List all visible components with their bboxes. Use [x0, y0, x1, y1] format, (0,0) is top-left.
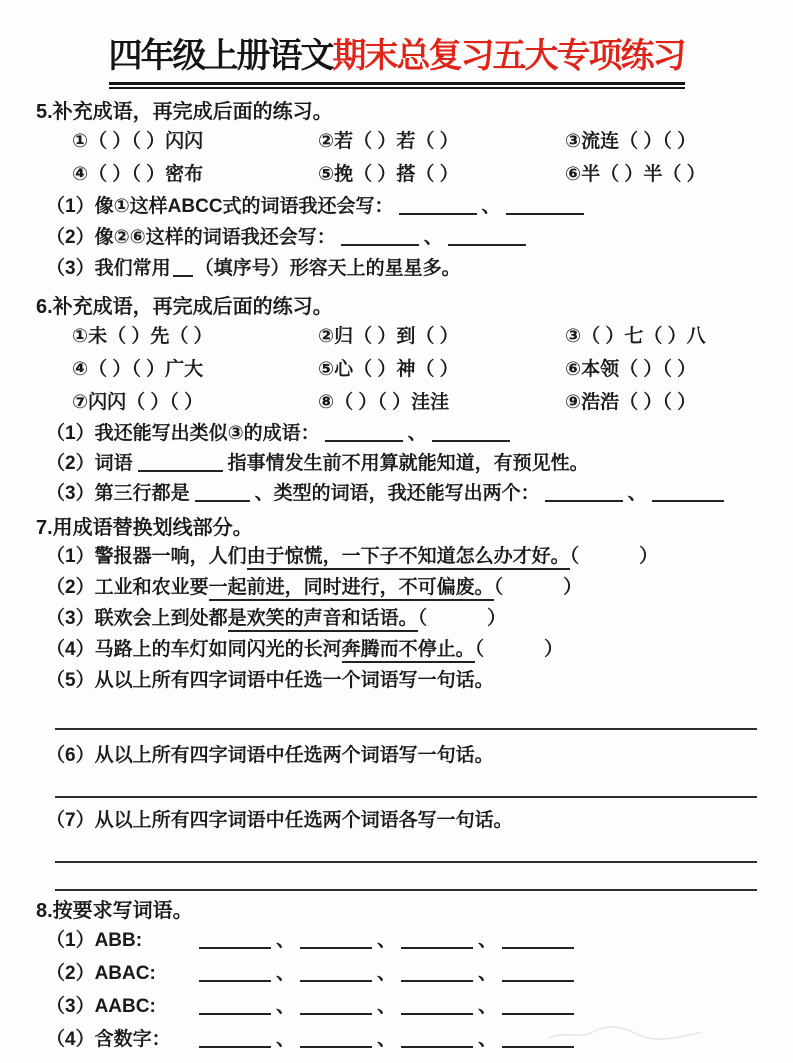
- paren-open: （: [493, 577, 504, 598]
- s6-question-2: [46, 449, 793, 479]
- s8-row-abac: [46, 957, 793, 990]
- page-title: [109, 34, 685, 89]
- idiom-item: ⑤挽（ ）搭（ ）: [318, 164, 459, 185]
- blank-line: [341, 230, 419, 246]
- title-exam-part: 期末总复习五大专项练习: [332, 37, 685, 75]
- idiom-item: ③流连（ ）（ ）: [565, 131, 697, 152]
- blank-line: [199, 999, 271, 1015]
- list-separator: 、: [377, 963, 397, 984]
- section5-idiom-grid: [72, 125, 793, 191]
- idiom-item: ⑤心（ ）神（ ）: [318, 359, 459, 380]
- blank-line: [300, 966, 372, 982]
- idiom-item: ⑦闪闪（ ）（ ）: [72, 392, 204, 413]
- question-text: （3）第三行都是: [46, 483, 190, 504]
- list-separator: 、: [478, 963, 498, 984]
- paren-open: （: [569, 546, 580, 567]
- question-text: （3）我们常用: [46, 258, 171, 279]
- s7-question-1: [46, 541, 793, 572]
- answer-parentheses: [418, 608, 507, 629]
- list-separator: 、: [377, 996, 397, 1017]
- idiom-item: ①未（ ）先（ ）: [72, 326, 213, 347]
- list-separator: 、: [276, 963, 296, 984]
- blank-line: [138, 456, 223, 472]
- question-text: （1）像①这样ABCC式的词语我还会写：: [46, 196, 394, 217]
- title-underline-thick: [109, 82, 685, 85]
- paren-open: （: [474, 639, 485, 660]
- blank-line: [448, 230, 526, 246]
- blank-line: [199, 1032, 271, 1048]
- s8-row-aabc: [46, 990, 793, 1023]
- question-text: （1）我还能写出类似③的成语：: [46, 423, 320, 444]
- question-text: （2）词语: [46, 453, 133, 474]
- list-separator: 、: [276, 1029, 296, 1050]
- question-text: （4）马路上的车灯如同闪光的长河: [46, 639, 342, 660]
- blank-line: [199, 933, 271, 949]
- blank-line: [401, 1032, 473, 1048]
- s7-question-7: （7）从以上所有四字词语中任选两个词语各写一句话。: [46, 810, 513, 831]
- paren-close: ）: [639, 546, 659, 567]
- s6-question-1: [46, 419, 793, 449]
- blank-line: [506, 199, 584, 215]
- paren-open: （: [417, 608, 428, 629]
- list-separator: 、: [478, 996, 498, 1017]
- question-text: （2）像②⑥这样的词语我还会写：: [46, 227, 336, 248]
- underlined-phrase: 一起前进，同时进行，不可偏废。: [209, 577, 494, 601]
- list-separator: 、: [377, 930, 397, 951]
- idiom-item: ⑧（ ）（ ）洼洼: [318, 392, 450, 413]
- paren-close: ）: [487, 608, 507, 629]
- question-text: （3）联欢会上到处都: [46, 608, 228, 629]
- s8-row-abb: [46, 924, 793, 957]
- blank-line: [652, 486, 724, 502]
- row-label: （3）AABC:: [46, 996, 156, 1017]
- blank-line: [195, 486, 250, 502]
- list-separator: 、: [407, 423, 427, 444]
- blank-line: [401, 999, 473, 1015]
- row-label: （4）含数字：: [46, 1029, 171, 1050]
- blank-line: [401, 966, 473, 982]
- watermark-scribble: [545, 1020, 705, 1046]
- page-title-text: [109, 34, 685, 78]
- blank-line: [173, 261, 193, 277]
- list-separator: 、: [377, 1029, 397, 1050]
- underlined-phrase: 奔腾而不停止。: [342, 639, 475, 663]
- blank-line: [300, 999, 372, 1015]
- row-label: （1）ABB:: [46, 930, 143, 951]
- list-separator: 、: [478, 930, 498, 951]
- section5-heading: 5.补充成语，再完成后面的练习。: [36, 101, 333, 123]
- blank-line: [401, 933, 473, 949]
- list-separator: 、: [423, 227, 443, 248]
- blank-line: [502, 999, 574, 1015]
- answer-parentheses: [570, 546, 659, 567]
- section7-heading: 7.用成语替换划线部分。: [36, 517, 253, 539]
- blank-line: [399, 199, 477, 215]
- question-text: 指事情发生前不用算就能知道，有预见性。: [227, 453, 589, 474]
- blank-line: [432, 426, 510, 442]
- answer-writing-line: [55, 889, 757, 891]
- blank-line: [300, 933, 372, 949]
- idiom-item: ⑥半（ ）半（ ）: [565, 164, 706, 185]
- blank-line: [502, 933, 574, 949]
- question-text: 、类型的词语，我还能写出两个：: [254, 483, 540, 504]
- blank-line: [325, 426, 403, 442]
- answer-writing-line: [55, 796, 757, 798]
- answer-writing-line: [55, 728, 757, 730]
- section6-idiom-grid: [72, 320, 793, 419]
- list-separator: 、: [276, 930, 296, 951]
- idiom-item: ④（ ）（ ）广大: [72, 359, 204, 380]
- idiom-item: ②归（ ）到（ ）: [318, 326, 459, 347]
- list-separator: 、: [478, 1029, 498, 1050]
- blank-line: [199, 966, 271, 982]
- answer-parentheses: [494, 577, 583, 598]
- s5-question-3: [46, 253, 793, 284]
- s7-question-4: [46, 634, 793, 665]
- paren-close: ）: [563, 577, 583, 598]
- question-text: （1）警报器一响，人们: [46, 546, 247, 567]
- list-separator: 、: [276, 996, 296, 1017]
- s5-question-1: [46, 191, 793, 222]
- question-text: （2）工业和农业要: [46, 577, 209, 598]
- row-label: （2）ABAC:: [46, 963, 156, 984]
- blank-line: [502, 966, 574, 982]
- list-separator: 、: [627, 483, 647, 504]
- idiom-item: ⑨浩浩（ ）（ ）: [565, 392, 697, 413]
- underlined-phrase: 是欢笑的声音和话语。: [228, 608, 418, 632]
- section8-heading: 8.按要求写词语。: [36, 900, 193, 922]
- list-separator: 、: [481, 196, 501, 217]
- paren-close: ）: [544, 639, 564, 660]
- blank-line: [545, 486, 623, 502]
- underlined-phrase: 由于惊慌，一下子不知道怎么办才好。: [247, 546, 570, 570]
- idiom-item: ③（ ）七（ ）八: [565, 326, 706, 347]
- idiom-item: ①（ ）（ ）闪闪: [72, 131, 204, 152]
- s7-question-5: （5）从以上所有四字词语中任选一个词语写一句话。: [46, 670, 494, 691]
- title-grade-part: 四年级上册语文: [108, 37, 333, 75]
- answer-parentheses: [475, 639, 564, 660]
- s6-question-3: [46, 479, 793, 509]
- idiom-item: ⑥本领（ ）（ ）: [565, 359, 697, 380]
- s5-question-2: [46, 222, 793, 253]
- s7-question-6: （6）从以上所有四字词语中任选两个词语写一句话。: [46, 745, 494, 766]
- title-underline-thin: [109, 87, 685, 89]
- question-text: （填序号）形容天上的星星多。: [194, 258, 461, 279]
- answer-writing-line: [55, 861, 757, 863]
- idiom-item: ②若（ ）若（ ）: [318, 131, 459, 152]
- section6-heading: 6.补充成语，再完成后面的练习。: [36, 296, 333, 318]
- blank-line: [300, 1032, 372, 1048]
- idiom-item: ④（ ）（ ）密布: [72, 164, 204, 185]
- s7-question-3: [46, 603, 793, 634]
- s7-question-2: [46, 572, 793, 603]
